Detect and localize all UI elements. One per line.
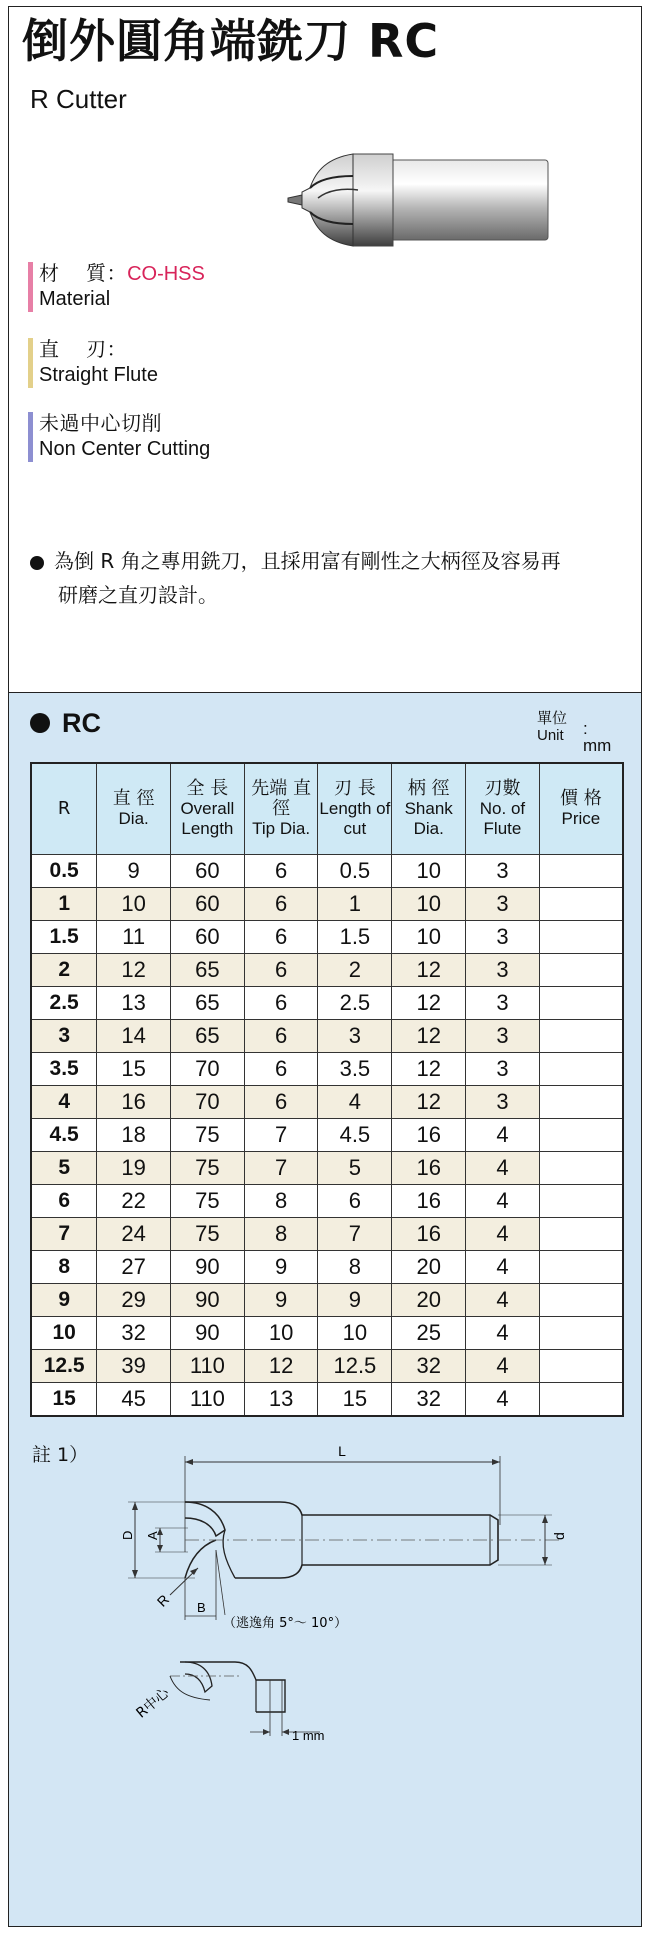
table-cell: 1 — [318, 888, 392, 921]
table-cell-r: 1.5 — [31, 921, 97, 954]
table-row — [31, 855, 623, 888]
table-cell-r: 3.5 — [31, 1053, 97, 1086]
table-cell-r: 10 — [31, 1317, 97, 1350]
table-cell: 11 — [97, 921, 171, 954]
col-header-tip-dia: 先端 直徑 Tip Dia. — [244, 763, 318, 855]
table-cell: 4 — [466, 1383, 540, 1417]
table-cell: 4 — [466, 1350, 540, 1383]
table-cell: 4.5 — [318, 1119, 392, 1152]
relief-angle-label: （逃逸角 5°～ 10°） — [223, 1616, 348, 1631]
table-cell: 29 — [97, 1284, 171, 1317]
dim-d-label: D — [120, 1530, 135, 1540]
table-cell-r: 2 — [31, 954, 97, 987]
table-cell: 39 — [97, 1350, 171, 1383]
table-cell: 12 — [392, 1086, 466, 1119]
table-row — [31, 954, 623, 987]
table-cell: 16 — [392, 1218, 466, 1251]
table-cell: 12.5 — [318, 1350, 392, 1383]
spec-flute — [28, 338, 158, 388]
table-row — [31, 1383, 623, 1417]
table-cell: 7 — [244, 1119, 318, 1152]
table-cell: 10 — [392, 921, 466, 954]
table-cell-price — [539, 1086, 623, 1119]
table-cell: 3 — [318, 1020, 392, 1053]
dim-l-label: L — [338, 1443, 346, 1459]
table-row — [31, 1284, 623, 1317]
table-cell: 8 — [318, 1251, 392, 1284]
table-cell-price — [539, 1251, 623, 1284]
table-cell: 18 — [97, 1119, 171, 1152]
table-header-row — [31, 763, 623, 855]
table-cell: 6 — [244, 921, 318, 954]
table-cell-r: 8 — [31, 1251, 97, 1284]
table-cell: 6 — [244, 888, 318, 921]
r-cutter-image — [258, 140, 558, 250]
unit-en: Unit — [537, 727, 564, 744]
table-cell: 3 — [466, 855, 540, 888]
one-mm-label: 1 mm — [292, 1728, 325, 1740]
spec-material-label: 材 質： — [39, 263, 128, 285]
table-cell: 3 — [466, 954, 540, 987]
table-cell: 10 — [244, 1317, 318, 1350]
section-title-text: RC — [62, 708, 101, 738]
page-subtitle: R Cutter — [30, 84, 127, 114]
col-header-overall-length: 全 長 Overall Length — [170, 763, 244, 855]
table-cell: 3 — [466, 1086, 540, 1119]
table-cell: 12 — [392, 1020, 466, 1053]
table-cell: 6 — [244, 954, 318, 987]
section-title — [30, 708, 101, 739]
unit-label — [537, 710, 612, 755]
table-cell: 9 — [244, 1251, 318, 1284]
table-cell: 60 — [170, 921, 244, 954]
table-cell: 4 — [466, 1152, 540, 1185]
description-line-1: 為倒 R 角之專用銑刀，且採用富有剛性之大柄徑及容易再 — [54, 549, 561, 573]
table-cell-price — [539, 855, 623, 888]
table-cell-r: 1 — [31, 888, 97, 921]
table-cell: 1.5 — [318, 921, 392, 954]
table-cell: 2 — [318, 954, 392, 987]
dimension-drawing — [20, 1440, 620, 1740]
table-cell: 3 — [466, 1020, 540, 1053]
col-header-flute: 刃數 No. of Flute — [466, 763, 540, 855]
table-cell-r: 2.5 — [31, 987, 97, 1020]
table-cell: 70 — [170, 1086, 244, 1119]
col-header-price: 價 格 Price — [539, 763, 623, 855]
table-cell-price — [539, 1284, 623, 1317]
table-cell: 9 — [244, 1284, 318, 1317]
table-row — [31, 1251, 623, 1284]
table-cell: 3 — [466, 987, 540, 1020]
table-cell: 4 — [466, 1119, 540, 1152]
dim-a-label: A — [145, 1531, 160, 1540]
table-cell: 5 — [318, 1152, 392, 1185]
table-row — [31, 1119, 623, 1152]
table-cell: 75 — [170, 1119, 244, 1152]
spec-center-cutting-label: 未過中心切削 — [39, 413, 162, 435]
table-cell: 20 — [392, 1284, 466, 1317]
table-cell: 8 — [244, 1218, 318, 1251]
table-cell-r: 9 — [31, 1284, 97, 1317]
table-cell: 60 — [170, 888, 244, 921]
table-cell: 10 — [97, 888, 171, 921]
table-row — [31, 987, 623, 1020]
table-cell: 6 — [244, 1020, 318, 1053]
table-cell: 4 — [466, 1317, 540, 1350]
table-cell: 90 — [170, 1317, 244, 1350]
col-header-shank-dia: 柄 徑 Shank Dia. — [392, 763, 466, 855]
table-cell: 65 — [170, 987, 244, 1020]
table-cell-price — [539, 1350, 623, 1383]
table-cell: 6 — [244, 1053, 318, 1086]
table-cell: 110 — [170, 1383, 244, 1417]
table-cell: 75 — [170, 1185, 244, 1218]
table-cell: 6 — [244, 855, 318, 888]
table-cell: 70 — [170, 1053, 244, 1086]
table-cell: 13 — [244, 1383, 318, 1417]
table-cell-price — [539, 1383, 623, 1417]
description — [30, 544, 630, 612]
table-cell: 14 — [97, 1020, 171, 1053]
table-cell: 10 — [392, 855, 466, 888]
col-header-dia: 直 徑 Dia. — [97, 763, 171, 855]
table-cell: 75 — [170, 1218, 244, 1251]
table-cell-r: 3 — [31, 1020, 97, 1053]
table-cell-price — [539, 1152, 623, 1185]
table-cell: 16 — [392, 1152, 466, 1185]
table-cell: 9 — [318, 1284, 392, 1317]
table-cell: 12 — [97, 954, 171, 987]
bullet-icon — [30, 556, 44, 570]
table-cell: 4 — [466, 1284, 540, 1317]
table-cell: 110 — [170, 1350, 244, 1383]
table-cell: 16 — [392, 1119, 466, 1152]
table-cell: 19 — [97, 1152, 171, 1185]
table-cell: 16 — [392, 1185, 466, 1218]
spec-material — [28, 262, 205, 312]
dim-r-label: R — [153, 1591, 173, 1610]
table-cell: 13 — [97, 987, 171, 1020]
table-cell: 3 — [466, 921, 540, 954]
spec-center-cutting-en: Non Center Cutting — [39, 438, 211, 460]
table-cell: 2.5 — [318, 987, 392, 1020]
col-header-r: R — [31, 763, 97, 855]
table-cell: 3 — [466, 1053, 540, 1086]
table-cell: 32 — [97, 1317, 171, 1350]
table-row — [31, 1317, 623, 1350]
table-cell-price — [539, 921, 623, 954]
table-cell: 32 — [392, 1350, 466, 1383]
table-cell: 6 — [244, 987, 318, 1020]
table-row — [31, 1350, 623, 1383]
table-cell: 27 — [97, 1251, 171, 1284]
spec-flute-label: 直 刃： — [39, 339, 128, 361]
description-line-2: 研磨之直刃設計。 — [58, 583, 218, 607]
table-cell: 12 — [392, 954, 466, 987]
table-cell: 25 — [392, 1317, 466, 1350]
table-cell: 90 — [170, 1284, 244, 1317]
note-label: 註 1） — [32, 1444, 89, 1466]
table-cell: 45 — [97, 1383, 171, 1417]
table-row — [31, 1053, 623, 1086]
table-cell: 24 — [97, 1218, 171, 1251]
table-cell: 16 — [97, 1086, 171, 1119]
spec-material-en: Material — [39, 288, 111, 310]
spec-table — [30, 762, 624, 1417]
table-row — [31, 1185, 623, 1218]
table-row — [31, 1218, 623, 1251]
table-cell-price — [539, 888, 623, 921]
table-cell-price — [539, 1317, 623, 1350]
table-row — [31, 1152, 623, 1185]
table-cell: 7 — [244, 1152, 318, 1185]
table-cell: 65 — [170, 954, 244, 987]
dim-b-label: B — [197, 1600, 206, 1615]
table-cell: 12 — [244, 1350, 318, 1383]
table-cell-price — [539, 1185, 623, 1218]
table-cell: 12 — [392, 987, 466, 1020]
table-cell: 20 — [392, 1251, 466, 1284]
table-cell: 6 — [244, 1086, 318, 1119]
table-cell: 3.5 — [318, 1053, 392, 1086]
table-cell: 75 — [170, 1152, 244, 1185]
table-cell: 15 — [97, 1053, 171, 1086]
table-cell-r: 5 — [31, 1152, 97, 1185]
table-cell: 90 — [170, 1251, 244, 1284]
table-cell: 65 — [170, 1020, 244, 1053]
table-cell: 8 — [244, 1185, 318, 1218]
table-cell: 7 — [318, 1218, 392, 1251]
table-cell: 9 — [97, 855, 171, 888]
table-cell: 0.5 — [318, 855, 392, 888]
page-title: 倒外圓角端銑刀 RC — [22, 14, 440, 68]
spec-center-cutting — [28, 412, 210, 462]
r-center-label: R中心 — [133, 1685, 173, 1722]
table-cell: 60 — [170, 855, 244, 888]
table-cell-r: 4 — [31, 1086, 97, 1119]
table-cell-price — [539, 1218, 623, 1251]
dim-small-d-label: d — [551, 1532, 567, 1540]
table-cell: 4 — [466, 1185, 540, 1218]
unit-cn: 單位 — [537, 710, 568, 727]
table-cell-price — [539, 1020, 623, 1053]
table-cell-r: 6 — [31, 1185, 97, 1218]
spec-flute-en: Straight Flute — [39, 364, 158, 386]
table-cell: 3 — [466, 888, 540, 921]
table-cell-price — [539, 987, 623, 1020]
table-row — [31, 888, 623, 921]
unit-value: : mm — [583, 719, 612, 755]
table-cell: 10 — [318, 1317, 392, 1350]
table-cell: 22 — [97, 1185, 171, 1218]
table-cell: 10 — [392, 888, 466, 921]
table-cell-r: 15 — [31, 1383, 97, 1417]
table-cell-r: 4.5 — [31, 1119, 97, 1152]
col-header-length-of-cut: 刃 長 Length of cut — [318, 763, 392, 855]
table-cell: 12 — [392, 1053, 466, 1086]
table-row — [31, 921, 623, 954]
table-cell: 6 — [318, 1185, 392, 1218]
table-body — [31, 855, 623, 1417]
table-cell-price — [539, 1119, 623, 1152]
bullet-icon — [30, 713, 50, 733]
table-cell-price — [539, 954, 623, 987]
table-cell-r: 12.5 — [31, 1350, 97, 1383]
table-cell: 32 — [392, 1383, 466, 1417]
table-row — [31, 1020, 623, 1053]
spec-material-value: CO-HSS — [127, 263, 205, 285]
table-row — [31, 1086, 623, 1119]
table-cell-r: 7 — [31, 1218, 97, 1251]
table-cell: 4 — [466, 1218, 540, 1251]
table-cell-r: 0.5 — [31, 855, 97, 888]
table-cell: 4 — [466, 1251, 540, 1284]
table-cell: 15 — [318, 1383, 392, 1417]
table-cell: 4 — [318, 1086, 392, 1119]
table-cell-price — [539, 1053, 623, 1086]
